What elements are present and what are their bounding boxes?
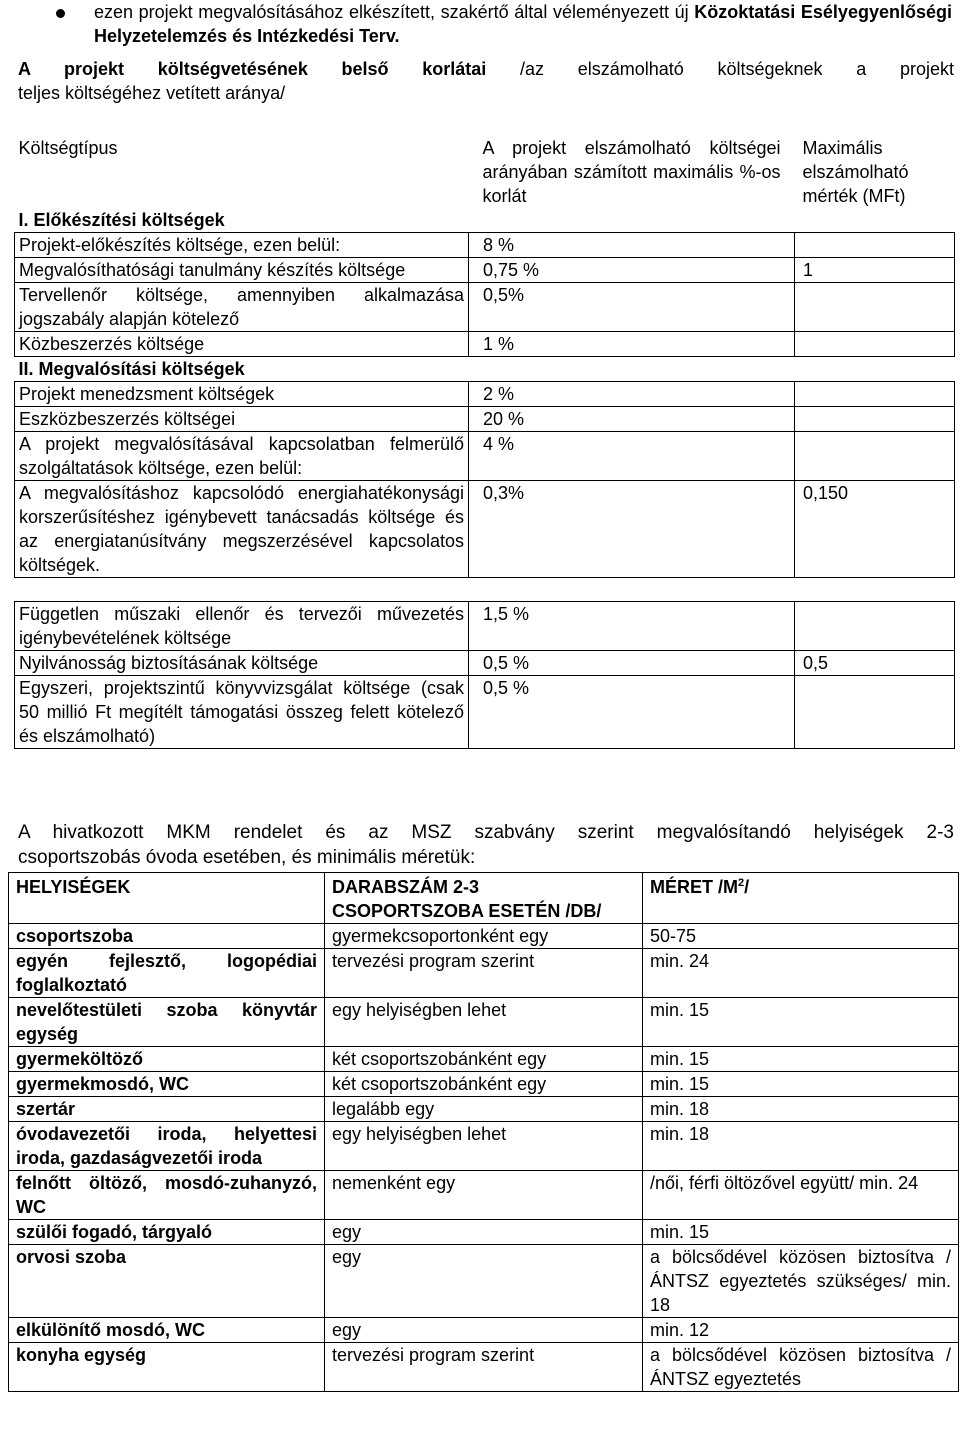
- room-row: [9, 1097, 959, 1122]
- bullet-dot-icon: [56, 9, 65, 18]
- cost-max: [795, 676, 955, 749]
- room-size: min. 24: [643, 949, 959, 998]
- cost-row: [15, 481, 955, 578]
- cost-row: [15, 283, 955, 332]
- intro-line-2: teljes költségéhez vetített aránya/: [18, 83, 286, 103]
- cost-row: [15, 233, 955, 258]
- room-size: min. 15: [643, 1047, 959, 1072]
- cost-max: [795, 382, 955, 407]
- room-name: szülői fogadó, tárgyaló: [9, 1220, 325, 1245]
- room-count: gyermekcsoportonként egy: [325, 924, 643, 949]
- rooms-table: [8, 872, 959, 1392]
- mkm-line-1: A hivatkozott MKM rendelet és az MSZ szabvány szerint megvalósítandó helyiségek 2-3: [18, 822, 954, 843]
- room-count: egy: [325, 1318, 643, 1343]
- cost-row: [15, 651, 955, 676]
- cost-row: [15, 258, 955, 283]
- cost-max: 0,150: [795, 481, 955, 578]
- cost-limits-table: [14, 136, 955, 749]
- room-row: [9, 1245, 959, 1318]
- cost-row: [15, 676, 955, 749]
- cost-label: Projekt menedzsment költségek: [15, 382, 469, 407]
- section-row: [15, 208, 955, 233]
- cost-max: [795, 332, 955, 357]
- mkm-paragraph: [18, 820, 954, 870]
- room-row: [9, 1343, 959, 1392]
- room-count: nemenként egy: [325, 1171, 643, 1220]
- cost-percent: 4 %: [469, 432, 795, 481]
- cost-percent: 0,5 %: [469, 651, 795, 676]
- room-name: óvodavezetői iroda, helyettesi iroda, gazdaságvezetői iroda: [9, 1122, 325, 1171]
- cost-label: Projekt-előkészítés költsége, ezen belül:: [15, 233, 469, 258]
- cost-row: [15, 332, 955, 357]
- room-count: egy: [325, 1245, 643, 1318]
- room-size: min. 15: [643, 998, 959, 1047]
- cost-label: Egyszeri, projektszintű könyvvizsgálat költsége (csak 50 millió Ft megítélt támogatási összeg felett kötelező és elszámolható): [15, 676, 469, 749]
- cost-row: [15, 602, 955, 651]
- room-name: egyén fejlesztő, logopédiai foglalkoztató: [9, 949, 325, 998]
- section-title-implementation: II. Megvalósítási költségek: [15, 357, 955, 382]
- cost-percent: 8 %: [469, 233, 795, 258]
- header-size: [643, 873, 959, 924]
- room-row: [9, 949, 959, 998]
- cost-label: Tervellenőr költsége, amennyiben alkalmazása jogszabály alapján kötelező: [15, 283, 469, 332]
- room-name: orvosi szoba: [9, 1245, 325, 1318]
- room-row: [9, 1220, 959, 1245]
- cost-max: [795, 283, 955, 332]
- cost-row: [15, 382, 955, 407]
- cost-percent: 0,75 %: [469, 258, 795, 283]
- room-name: felnőtt öltöző, mosdó-zuhanyzó, WC: [9, 1171, 325, 1220]
- room-row: [9, 1171, 959, 1220]
- room-name: nevelőtestületi szoba könyvtár egység: [9, 998, 325, 1047]
- room-name: elkülönítő mosdó, WC: [9, 1318, 325, 1343]
- room-row: [9, 998, 959, 1047]
- room-count: tervezési program szerint: [325, 949, 643, 998]
- cost-label: Nyilvánosság biztosításának költsége: [15, 651, 469, 676]
- header-rooms: HELYISÉGEK: [9, 873, 325, 924]
- room-name: gyermekmosdó, WC: [9, 1072, 325, 1097]
- room-size: min. 18: [643, 1122, 959, 1171]
- cost-percent: 2 %: [469, 382, 795, 407]
- cost-row: [15, 432, 955, 481]
- room-size: a bölcsődével közösen biztosítva /ÁNTSZ egyeztetés: [643, 1343, 959, 1392]
- section-row: [15, 357, 955, 382]
- room-size: a bölcsődével közösen biztosítva /ÁNTSZ egyeztetés szükséges/ min. 18: [643, 1245, 959, 1318]
- cost-percent: 0,5%: [469, 283, 795, 332]
- room-count: egy helyiségben lehet: [325, 1122, 643, 1171]
- cost-max: 1: [795, 258, 955, 283]
- section-title-preparation: I. Előkészítési költségek: [18, 210, 225, 230]
- budget-limits-intro: [18, 57, 954, 105]
- room-count: tervezési program szerint: [325, 1343, 643, 1392]
- cost-percent: 0,3%: [469, 481, 795, 578]
- cost-label: Megvalósíthatósági tanulmány készítés költsége: [15, 258, 469, 283]
- intro-rest: /az elszámolható költségeknek a projekt: [486, 59, 954, 79]
- bullet-text: [94, 0, 952, 48]
- room-size: 50-75: [643, 924, 959, 949]
- cost-percent: 1 %: [469, 332, 795, 357]
- room-row: [9, 1047, 959, 1072]
- room-size: min. 15: [643, 1072, 959, 1097]
- room-size: min. 15: [643, 1220, 959, 1245]
- room-name: szertár: [9, 1097, 325, 1122]
- cost-max: [795, 407, 955, 432]
- room-count: legalább egy: [325, 1097, 643, 1122]
- room-size: min. 18: [643, 1097, 959, 1122]
- header-cost-type: Költségtípus: [18, 138, 118, 158]
- room-row: [9, 1318, 959, 1343]
- cost-table-header: [15, 136, 955, 208]
- room-count: két csoportszobánként egy: [325, 1072, 643, 1097]
- room-count: két csoportszobánként egy: [325, 1047, 643, 1072]
- room-size: /női, férfi öltözővel együtt/ min. 24: [643, 1171, 959, 1220]
- bullet-line-2: Közoktatási Esélyegyenlőségi Helyzetelemzés és Intézkedési Terv.: [94, 2, 952, 46]
- room-row: [9, 1072, 959, 1097]
- cost-label: A projekt megvalósításával kapcsolatban felmerülő szolgáltatások költsége, ezen belül:: [15, 432, 469, 481]
- cost-label: Közbeszerzés költsége: [15, 332, 469, 357]
- bullet-item: [56, 0, 952, 48]
- room-size: min. 12: [643, 1318, 959, 1343]
- cost-percent: 1,5 %: [469, 602, 795, 651]
- room-row: [9, 1122, 959, 1171]
- cost-max: [795, 432, 955, 481]
- header-size-sup: 2: [738, 877, 745, 889]
- room-name: csoportszoba: [9, 924, 325, 949]
- header-count: DARABSZÁM 2-3 CSOPORTSZOBA ESETÉN /DB/: [325, 873, 643, 924]
- cost-percent: 20 %: [469, 407, 795, 432]
- cost-max: 0,5: [795, 651, 955, 676]
- room-name: konyha egység: [9, 1343, 325, 1392]
- cost-row: [15, 407, 955, 432]
- room-count: egy helyiségben lehet: [325, 998, 643, 1047]
- header-size-text: MÉRET /M: [650, 877, 738, 897]
- header-max-amount: Maximális elszámolható mérték (MFt): [802, 138, 909, 206]
- header-percent-limit: A projekt elszámolható költségei arányában számított maximális %-os korlát: [482, 138, 781, 206]
- room-count: egy: [325, 1220, 643, 1245]
- header-size-post: /: [744, 877, 750, 897]
- bullet-line-1: ezen projekt megvalósításához elkészített, szakértő által véleményezett új: [94, 2, 689, 22]
- mkm-line-2: csoportszobás óvoda esetében, és minimális méretük:: [18, 847, 476, 868]
- rooms-table-header: [9, 873, 959, 924]
- cost-label: Független műszaki ellenőr és tervezői művezetés igénybevételének költsége: [15, 602, 469, 651]
- intro-bold: A projekt költségvetésének belső korlátai: [18, 59, 487, 79]
- cost-max: [795, 233, 955, 258]
- room-row: [9, 924, 959, 949]
- room-name: gyermeköltöző: [9, 1047, 325, 1072]
- intro-line-1: [18, 57, 954, 81]
- cost-max: [795, 602, 955, 651]
- cost-label: Eszközbeszerzés költségei: [15, 407, 469, 432]
- cost-label: A megvalósításhoz kapcsolódó energiahatékonysági korszerűsítéshez igénybevett tanácsadás költsége és az energiatanúsítvány megszerzésével kapcsolatos költségek.: [15, 481, 469, 578]
- cost-percent: 0,5 %: [469, 676, 795, 749]
